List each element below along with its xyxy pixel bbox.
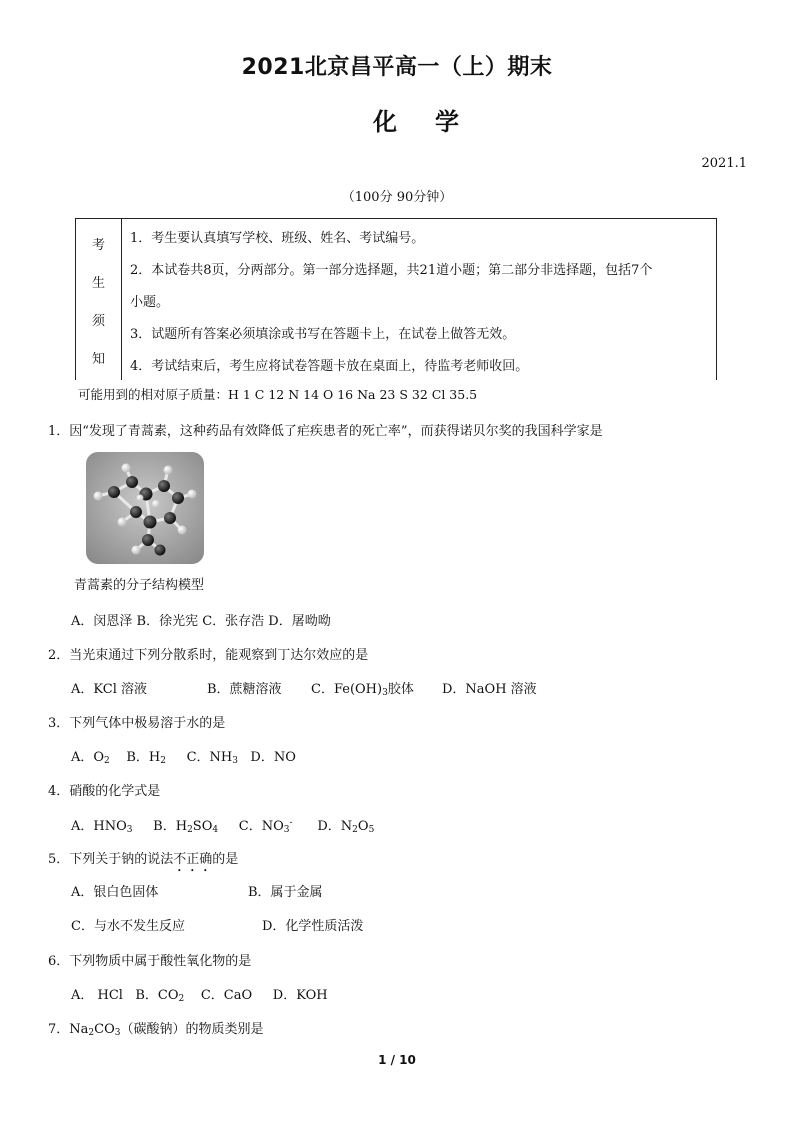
question-6-options: A． HCl B．$CO_2$ C．CaO D．KOH	[71, 988, 328, 1004]
notice-item: 3．试题所有答案必须填涂或书写在答题卡上，在试卷上做答无效。	[130, 327, 516, 342]
notice-item: 4．考试结束后，考生应将试卷答题卡放在桌面上，待监考老师收回。	[130, 359, 529, 374]
question-3-stem: 3．下列气体中极易溶于水的是	[48, 716, 226, 731]
relative-atomic-masses: 可能用到的相对原子质量：H 1 C 12 N 14 O 16 Na 23 S 32 Cl 35.5	[78, 387, 478, 402]
question-1-stem: 1．因“发现了青蒿素，这种药品有效降低了疟疾患者的死亡率”，而获得诺贝尔奖的我国科学家是	[48, 424, 603, 439]
notice-item: 1．考生要认真填写学校、班级、姓名、考试编号。	[130, 231, 425, 246]
notice-label	[76, 219, 122, 380]
question-2-stem: 2．当光束通过下列分散系时，能观察到丁达尔效应的是	[48, 648, 369, 663]
question-2-option-a: A．KCl 溶液	[71, 682, 147, 697]
question-6-stem: 6．下列物质中属于酸性氧化物的是	[48, 954, 252, 969]
score-time: （100分 90分钟）	[341, 190, 453, 205]
page-number: 1 / 10	[378, 1053, 416, 1067]
notice-label-char: 知	[91, 351, 105, 367]
question-1-options: A．闵恩泽 B．徐光宪 C．张存浩 D．屠呦呦	[71, 614, 331, 629]
molecule-caption: 青蒿素的分子结构模型	[74, 578, 205, 593]
question-5-option-b: B．属于金属	[248, 885, 323, 900]
question-2-option-b: B．蔗糖溶液	[207, 682, 282, 697]
question-2-option-c: C．$Fe(OH)_3$胶体	[311, 682, 414, 698]
notice-label-char: 生	[91, 276, 105, 292]
question-7-stem: 7．$Na_2CO_3$（碳酸钠）的物质类别是	[48, 1022, 264, 1038]
notice-item: 小题。	[130, 295, 170, 310]
question-5-option-a: A．银白色固体	[71, 885, 159, 900]
question-4-stem: 4．硝酸的化学式是	[48, 784, 161, 799]
notice-item: 2．本试卷共8页，分两部分。第一部分选择题，共21道小题；第二部分非选择题，包括7个	[130, 263, 653, 278]
question-5-option-d: D．化学性质活泼	[262, 919, 364, 934]
exam-title: 2021北京昌平高一（上）期末	[241, 55, 553, 80]
notice-items	[130, 223, 708, 383]
subject-title: 化学	[373, 108, 459, 136]
notice-label-char: 考	[91, 238, 105, 254]
question-5-stem: 5．下列关于钠的说法不正确的是	[48, 852, 239, 867]
question-2-option-d: D．NaOH 溶液	[442, 682, 537, 697]
notice-box	[75, 218, 717, 380]
molecule-illustration	[86, 452, 204, 564]
question-5-option-c: C．与水不发生反应	[71, 919, 185, 934]
question-3-options: A．$O_2$ B．$H_2$ C．$NH_3$ D．NO	[71, 750, 296, 766]
exam-date: 2021.1	[701, 156, 747, 171]
notice-label-char: 须	[91, 313, 105, 329]
molecule-model-image	[86, 452, 204, 564]
question-4-options: A．$HNO_3$ B．$H_2SO_4$ C．$NO_3^-$ D．$N_2O_5$	[71, 818, 375, 835]
emphasized-negation: 不正确	[173, 852, 213, 867]
